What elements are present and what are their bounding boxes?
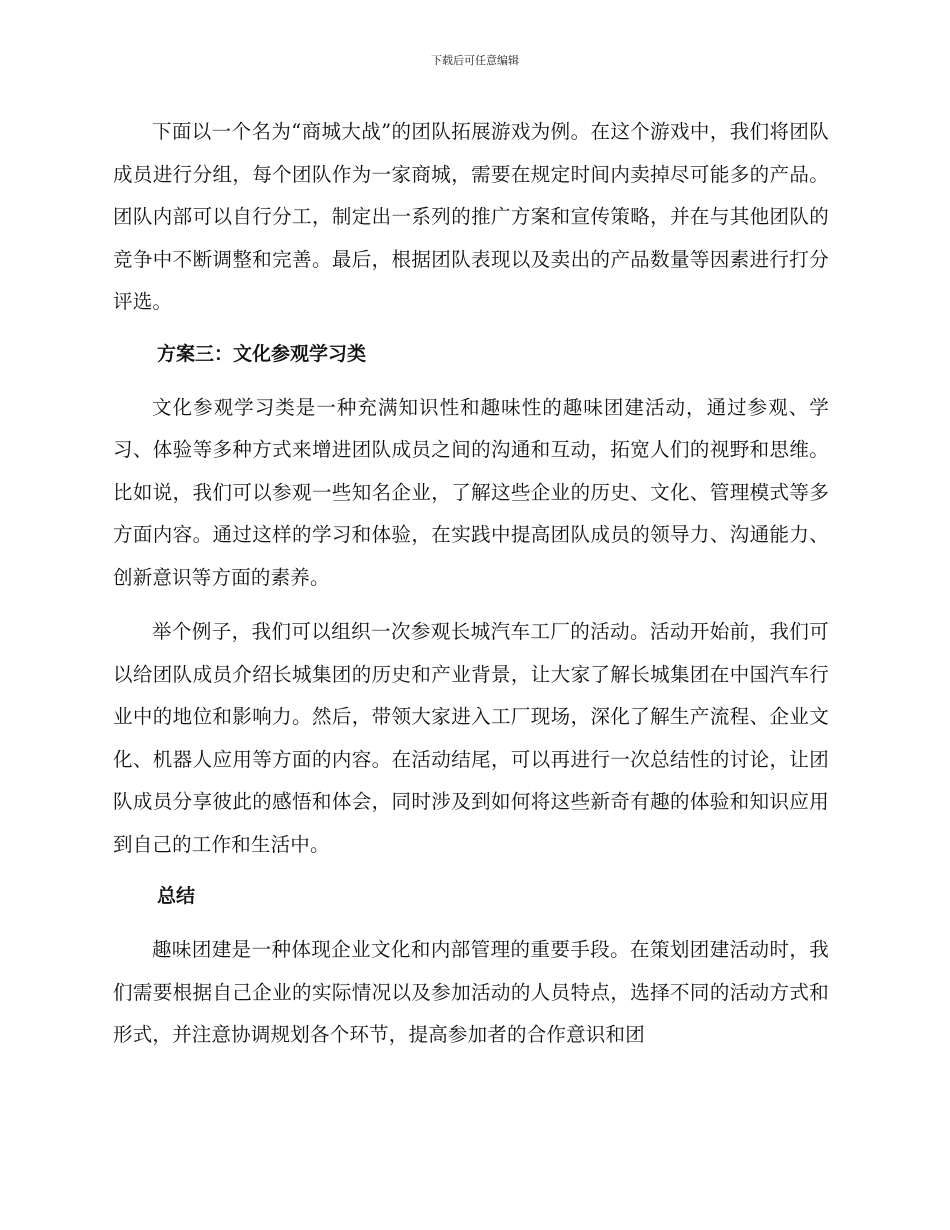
- paragraph-mall-game: 下面以一个名为“商城大战”的团队拓展游戏为例。在这个游戏中，我们将团队成员进行分组，每个团队作为一家商城，需要在规定时间内卖掉尽可能多的产品。团队内部可以自行分工，制定出一系列的推广方案和宣传策略，并在与其他团队的竞争中不断调整和完善。最后，根据团队表现以及卖出的产品数量等因素进行打分评选。: [113, 120, 829, 313]
- section-heading-summary: 总结: [157, 885, 196, 907]
- paragraph-summary: 趣味团建是一种体现企业文化和内部管理的重要手段。在策划团建活动时，我们需要根据自己企业的实际情况以及参加活动的人员特点，选择不同的活动方式和形式，并注意协调规划各个环节，提高参加者的合作意识和团: [113, 938, 829, 1046]
- paragraph-factory-example: 举个例子，我们可以组织一次参观长城汽车工厂的活动。活动开始前，我们可以给团队成员介绍长城集团的历史和产业背景，让大家了解长城集团在中国汽车行业中的地位和影响力。然后，带领大家进入工厂现场，深化了解生产流程、企业文化、机器人应用等方面的内容。在活动结尾，可以再进行一次总结性的讨论，让团队成员分享彼此的感悟和体会，同时涉及到如何将这些新奇有趣的体验和知识应用到自己的工作和生活中。: [113, 620, 829, 856]
- document-body: [113, 111, 829, 1057]
- paragraph-culture-visit: 文化参观学习类是一种充满知识性和趣味性的趣味团建活动，通过参观、学习、体验等多种方式来增进团队成员之间的沟通和互动，拓宽人们的视野和思维。比如说，我们可以参观一些知名企业，了解这些企业的历史、文化、管理模式等多方面内容。通过这样的学习和体验，在实践中提高团队成员的领导力、沟通能力、创新意识等方面的素养。: [113, 395, 829, 589]
- section-heading-plan-three: 方案三：文化参观学习类: [157, 342, 367, 365]
- page-header: 下载后可任意编辑: [431, 54, 519, 67]
